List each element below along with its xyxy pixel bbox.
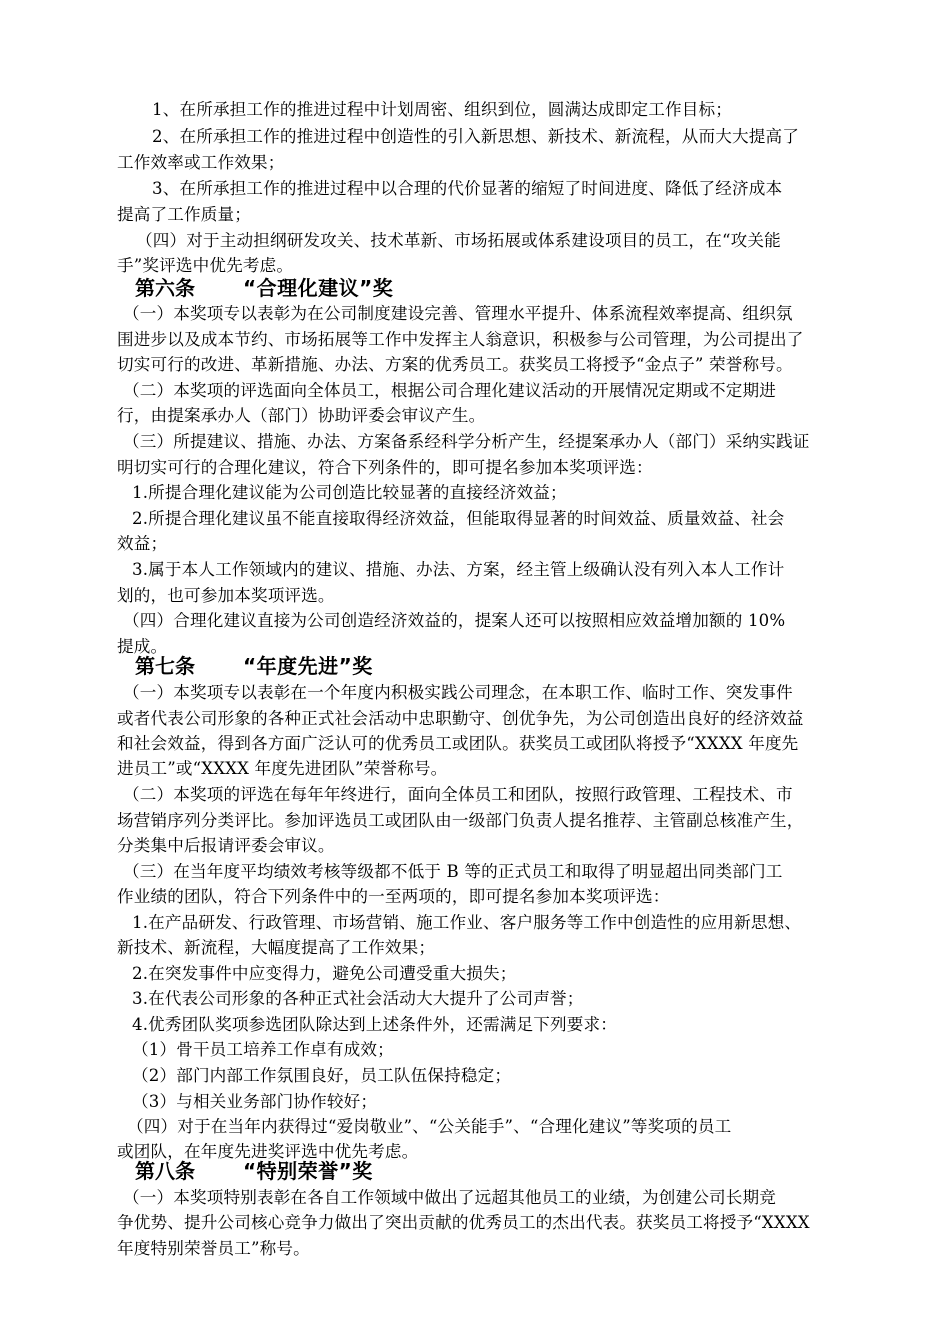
paragraph-line: 切实可行的改进、革新措施、办法、方案的优秀员工。获奖员工将授予“金点子” 荣誉称号。	[117, 355, 793, 374]
paragraph-line: 提高了工作质量；	[117, 205, 251, 224]
paragraph-line: 行，由提案承办人（部门）协助评委会审议产生。	[117, 406, 486, 425]
paragraph-line: 4.优秀团队奖项参选团队除达到上述条件外，还需满足下列要求：	[132, 1015, 617, 1034]
paragraph-line: （三）所提建议、措施、办法、方案备系经科学分析产生，经提案承办人（部门）采纳实践证	[123, 432, 810, 451]
article-title: “年度先进”奖	[243, 654, 373, 678]
article-title: “特别荣誉”奖	[243, 1159, 373, 1183]
paragraph-line: （四）对于在当年内获得过“爱岗敬业”、“公关能手”、“合理化建议”等奖项的员工	[127, 1117, 732, 1136]
paragraph-line: 新技术、新流程，大幅度提高了工作效果；	[117, 938, 436, 957]
paragraph-line: 1、在所承担工作的推进过程中计划周密、组织到位，圆满达成即定工作目标；	[152, 100, 732, 119]
article-number: 第六条	[135, 276, 195, 300]
paragraph-line: 2.在突发事件中应变得力，避免公司遭受重大损失；	[132, 964, 517, 983]
article-7-heading	[135, 653, 373, 679]
paragraph-line: 分类集中后报请评委会审议。	[117, 836, 335, 855]
paragraph-line: 场营销序列分类评比。参加评选员工或团队由一级部门负责人提名推荐、主管副总核准产生，	[117, 811, 804, 830]
paragraph-line: （四）对于主动担纲研发攻关、技术革新、市场拓展或体系建设项目的员工，在“攻关能	[136, 231, 781, 250]
paragraph-line: 3.在代表公司形象的各种正式社会活动大大提升了公司声誉；	[132, 989, 584, 1008]
paragraph-line: （二）本奖项的评选面向全体员工，根据公司合理化建议活动的开展情况定期或不定期进	[123, 381, 777, 400]
paragraph-line: 工作效率或工作效果；	[117, 153, 285, 172]
paragraph-line: 手”奖评选中优先考虑。	[117, 256, 294, 275]
paragraph-line: 3.属于本人工作领域内的建议、措施、办法、方案，经主管上级确认没有列入本人工作计	[132, 560, 785, 579]
paragraph-line: 3、在所承担工作的推进过程中以合理的代价显著的缩短了时间进度、降低了经济成本	[152, 179, 783, 198]
paragraph-line: （一）本奖项专以表彰在一个年度内积极实践公司理念，在本职工作、临时工作、突发事件	[123, 683, 793, 702]
paragraph-line: 争优势、提升公司核心竞争力做出了突出贡献的优秀员工的杰出代表。获奖员工将授予“XXXX	[117, 1213, 810, 1232]
paragraph-line: 2.所提合理化建议虽不能直接取得经济效益，但能取得显著的时间效益、质量效益、社会	[132, 509, 785, 528]
paragraph-line: 明切实可行的合理化建议，符合下列条件的，即可提名参加本奖项评选：	[117, 458, 653, 477]
paragraph-line: （3）与相关业务部门协作较好；	[132, 1092, 378, 1111]
article-title: “合理化建议”奖	[243, 276, 394, 300]
paragraph-line: （三）在当年度平均绩效考核等级都不低于 B 等的正式员工和取得了明显超出同类部门工	[123, 862, 783, 881]
paragraph-line: 或团队，在年度先进奖评选中优先考虑。	[117, 1142, 419, 1161]
paragraph-line: 提成。	[117, 637, 168, 656]
paragraph-line: 作业绩的团队，符合下列条件中的一至两项的，即可提名参加本奖项评选：	[117, 887, 670, 906]
paragraph-line: （二）本奖项的评选在每年年终进行，面向全体员工和团队，按照行政管理、工程技术、市	[123, 785, 793, 804]
paragraph-line: 1.所提合理化建议能为公司创造比较显著的直接经济效益；	[132, 483, 567, 502]
article-8-heading	[135, 1158, 373, 1184]
paragraph-line: 效益；	[117, 534, 168, 553]
article-number: 第八条	[135, 1159, 195, 1183]
paragraph-line: 围进步以及成本节约、市场拓展等工作中发挥主人翁意识，积极参与公司管理，为公司提出了	[117, 330, 804, 349]
paragraph-line: 或者代表公司形象的各种正式社会活动中忠职勤守、创优争先，为公司创造出良好的经济效益	[117, 709, 804, 728]
article-6-heading	[135, 275, 393, 301]
paragraph-line: （四）合理化建议直接为公司创造经济效益的，提案人还可以按照相应效益增加额的 10%	[123, 611, 786, 630]
article-number: 第七条	[135, 654, 195, 678]
paragraph-line: 划的，也可参加本奖项评选。	[117, 586, 335, 605]
paragraph-line: 2、在所承担工作的推进过程中创造性的引入新思想、新技术、新流程，从而大大提高了	[152, 127, 799, 146]
paragraph-line: （1）骨干员工培养工作卓有成效；	[132, 1040, 394, 1059]
paragraph-line: 1.在产品研发、行政管理、市场营销、施工作业、客户服务等工作中创造性的应用新思想、	[132, 913, 802, 932]
paragraph-line: （2）部门内部工作氛围良好，员工队伍保持稳定；	[132, 1066, 512, 1085]
paragraph-line: （一）本奖项特别表彰在各自工作领域中做出了远超其他员工的业绩，为创建公司长期竞	[123, 1188, 777, 1207]
paragraph-line: 进员工”或“XXXX 年度先进团队”荣誉称号。	[117, 759, 448, 778]
paragraph-line: （一）本奖项专以表彰为在公司制度建设完善、管理水平提升、体系流程效率提高、组织氛	[123, 304, 793, 323]
paragraph-line: 和社会效益，得到各方面广泛认可的优秀员工或团队。获奖员工或团队将授予“XXXX 年度先	[117, 734, 799, 753]
paragraph-line: 年度特别荣誉员工”称号。	[117, 1239, 310, 1258]
